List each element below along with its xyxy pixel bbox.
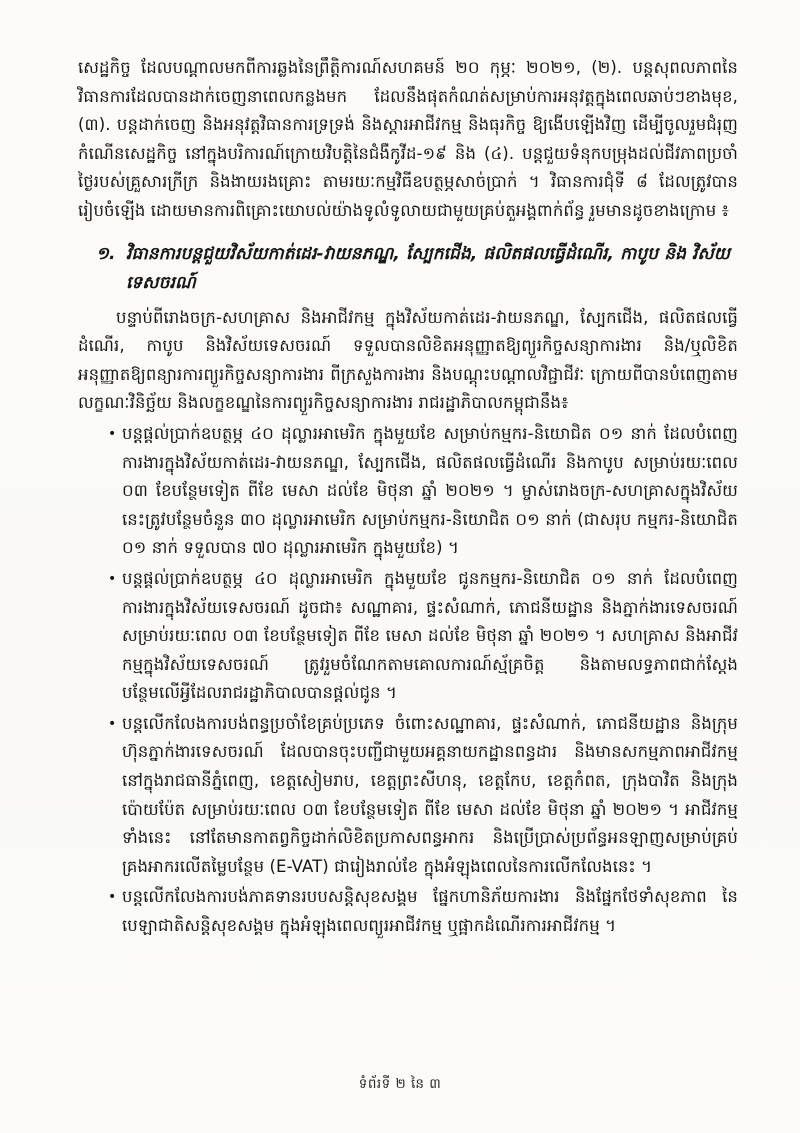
section-number: ១.: [96, 243, 116, 264]
document-body: [78, 54, 738, 1043]
list-item: [108, 565, 738, 708]
list-item: [108, 710, 738, 882]
bullet-icon: •: [108, 425, 117, 442]
bullet-text: បន្តផ្តល់ប្រាក់ឧបត្ថម្ភ ៤០ ដុល្លារអាមេរិក ក្នុងមួយខែ ជូនកម្មករ-និយោជិត ០១ នាក់ ដែលបំពេញការងារក្នុងវិស័យទេសចរណ៍ ដូចជា៖ សណ្ឋាគារ, ផ្ទះសំណាក់, ភោជនីយដ្ឋាន និងភ្នាក់ងារទេសចរណ៍ សម្រាប់រយៈពេល ០៣ ខែបន្ថែមទៀត ពីខែ មេសា ដល់ខែ មិថុនា ឆ្នាំ ២០២១ ។ សហគ្រាស និងអាជីវកម្មក្នុងវិស័យទេសចរណ៍ ត្រូវរួមចំណែកតាមគោលការណ៍ស្ម័គ្រចិត្ត និងតាមលទ្ធភាពជាក់ស្តែង បន្ថែមលើអ្វីដែលរាជរដ្ឋាភិបាលបានផ្តល់ជូន ។: [122, 568, 738, 703]
bullet-icon: •: [108, 889, 117, 906]
page-number: ទំព័រទី ២ នៃ ៣: [358, 1076, 442, 1092]
list-item: [108, 883, 738, 940]
section-paragraph: បន្ទាប់ពីរោងចក្រ-សហគ្រាស និងអាជីវកម្ម ក្នុងវិស័យកាត់ដេរ-វាយនភណ្ឌ, ស្បែកជើង, ផលិតផលធ្វើដំណើរ, កាបូប និងវិស័យទេសចរណ៍ ទទួលបានលិខិតអនុញ្ញាតឱ្យព្យួរកិច្ចសន្យាការងារ និង/ឬលិខិតអនុញ្ញាតឱ្យពន្យារការព្យួរកិច្ចសន្យាការងារ ពីក្រសួងការងារ និងបណ្តុះបណ្តាលវិជ្ជាជីវៈ ក្រោយពីបានបំពេញតាមលក្ខណៈវិនិច្ឆ័យ និងលក្ខខណ្ឌនៃការព្យួរកិច្ចសន្យាការងារ រាជរដ្ឋាភិបាលកម្ពុជានឹង៖: [78, 307, 738, 413]
bullet-text: បន្តផ្តល់ប្រាក់ឧបត្ថម្ភ ៤០ ដុល្លារអាមេរិក ក្នុងមួយខែ សម្រាប់កម្មករ-និយោជិត ០១ នាក់ ដែលបំពេញការងារក្នុងវិស័យកាត់ដេរ-វាយនភណ្ឌ, ស្បែកជើង, ផលិតផលធ្វើដំណើរ និងកាបូប សម្រាប់រយៈពេល ០៣ ខែបន្ថែមទៀត ពីខែ មេសា ដល់ខែ មិថុនា ឆ្នាំ ២០២១ ។ ម្ចាស់រោងចក្រ-សហគ្រាសក្នុងវិស័យនេះត្រូវបន្ថែមចំនួន ៣០ ដុល្លារអាមេរិក សម្រាប់កម្មករ-និយោជិត ០១ នាក់ (ជាសរុប កម្មករ-និយោជិត ០១ នាក់ ទទួលបាន ៧០ ដុល្លារអាមេរិក ក្នុងមួយខែ) ។: [122, 423, 738, 558]
bullet-text: បន្តលើកលែងការបង់ភាគទានរបបសន្តិសុខសង្គម ផ្នែកហានិភ័យការងារ និងផ្នែកថែទាំសុខភាព នៃបេឡាជាតិសន្តិសុខសង្គម ក្នុងអំឡុងពេលព្យួរអាជីវកម្ម ឬផ្អាកដំណើរការអាជីវកម្ម ។: [122, 887, 738, 936]
bullet-icon: •: [108, 715, 117, 732]
intro-paragraph: សេដ្ឋកិច្ច ដែលបណ្តាលមកពីការឆ្លងនៃព្រឹត្តិការណ៍សហគមន៍ ២០ កុម្ភៈ ២០២១, (២). បន្តសុពលភាពនៃវិធានការដែលបានដាក់ចេញនាពេលកន្លងមក ដែលនឹងផុតកំណត់សម្រាប់ការអនុវត្តក្នុងពេលឆាប់ៗខាងមុខ, (៣). បន្តដាក់ចេញ និងអនុវត្តវិធានការទ្រទ្រង់ និងស្តារអាជីវកម្ម និងធុរកិច្ច ឱ្យងើបឡើងវិញ ដើម្បីចូលរួមជំរុញកំណើនសេដ្ឋកិច្ច នៅក្នុងបរិការណ៍ក្រោយវិបត្តិនៃជំងឺកូវីដ-១៩ និង (៤). បន្តជួយទំនុកបម្រុងដល់ជីវភាពប្រចាំថ្ងៃរបស់គ្រួសារក្រីក្រ និងងាយរងគ្រោះ តាមរយៈកម្មវិធីឧបត្ថម្ភសាច់ប្រាក់ ។ វិធានការជុំទី ៨ ដែលត្រូវបានរៀបចំឡើង ដោយមានការពិគ្រោះយោបល់យ៉ាងទូលំទូលាយជាមួយគ្រប់តួអង្គពាក់ព័ន្ធ រួមមានដូចខាងក្រោម ៖: [78, 58, 738, 220]
section-heading: [96, 240, 738, 298]
section-title: វិធានការបន្តជួយវិស័យកាត់ដេរ-វាយនភណ្ឌ, ស្បែកជើង, ផលិតផលធ្វើដំណើរ, កាបូប និង វិស័យទេសចរណ៍: [126, 243, 731, 293]
list-item: [108, 420, 738, 563]
measures-list: [78, 420, 738, 941]
bullet-text: បន្តលើកលែងការបង់ពន្ធប្រចាំខែគ្រប់ប្រភេទ ចំពោះសណ្ឋាគារ, ផ្ទះសំណាក់, ភោជនីយដ្ឋាន និងក្រុមហ៊ុនភ្នាក់ងារទេសចរណ៍ ដែលបានចុះបញ្ជីជាមួយអគ្គនាយកដ្ឋានពន្ធដារ និងមានសកម្មភាពអាជីវកម្ម នៅក្នុងរាជធានីភ្នំពេញ, ខេត្តសៀមរាប, ខេត្តព្រះសីហនុ, ខេត្តកែប, ខេត្តកំពត, ក្រុងបាវិត និងក្រុងប៉ោយប៉ែត សម្រាប់រយៈពេល ០៣ ខែបន្ថែមទៀត ពីខែ មេសា ដល់ខែ មិថុនា ឆ្នាំ ២០២១ ។ អាជីវកម្មទាំងនេះ នៅតែមានកាតព្វកិច្ចដាក់លិខិតប្រកាសពន្ធអាករ និងប្រើប្រាស់ប្រព័ន្ធអនឡាញសម្រាប់គ្រប់គ្រងអាករលើតម្លៃបន្ថែម (E-VAT) ជារៀងរាល់ខែ ក្នុងអំឡុងពេលនៃការលើកលែងនេះ ។: [122, 713, 738, 876]
bullet-icon: •: [108, 570, 117, 587]
